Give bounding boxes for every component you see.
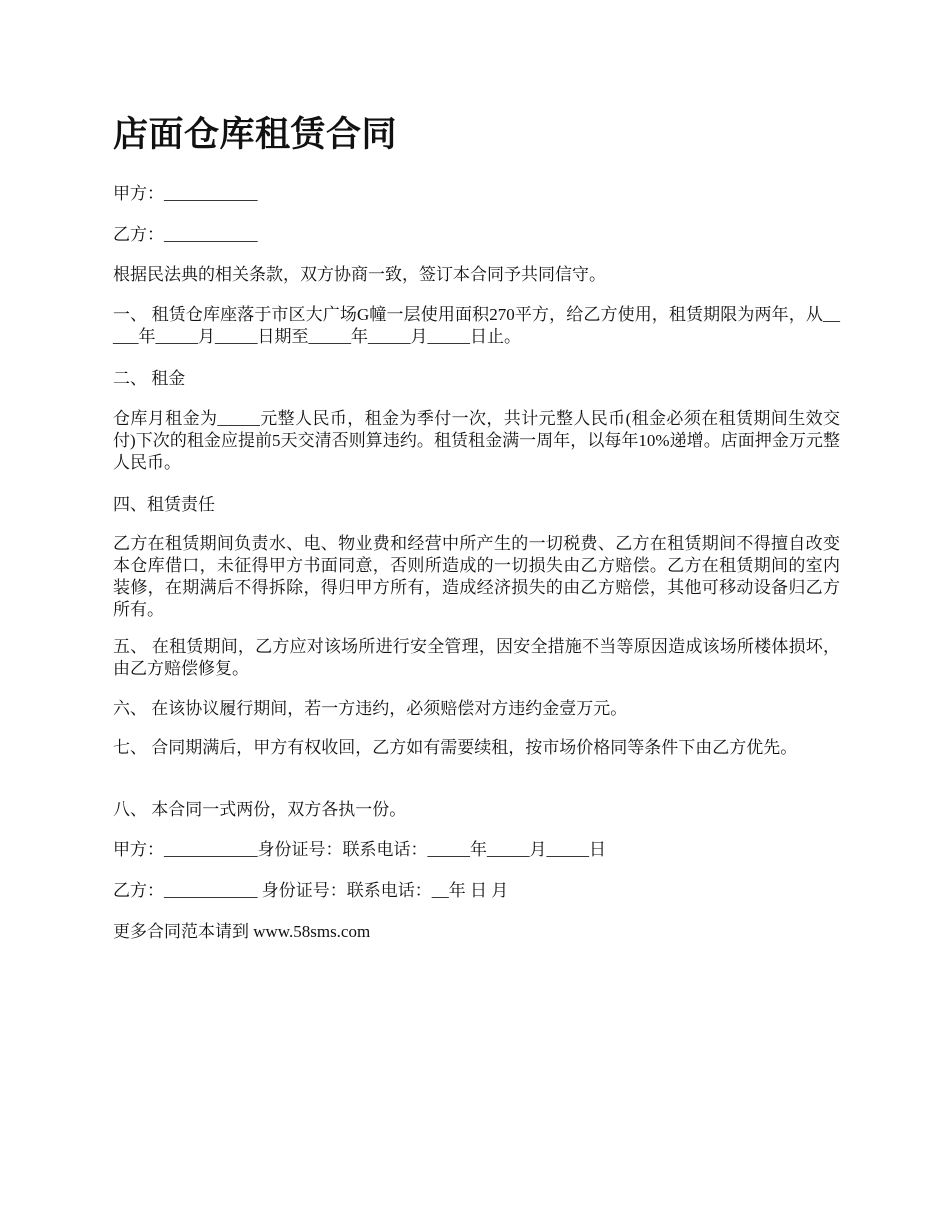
party-a-line: 甲方：___________ bbox=[113, 184, 258, 203]
clause-2-heading: 二、 租金 bbox=[113, 369, 186, 388]
clause-7: 七、 合同期满后，甲方有权收回，乙方如有需要续租，按市场价格同等条件下由乙方优先。 bbox=[113, 738, 798, 757]
footer-note: 更多合同范本请到 www.58sms.com bbox=[113, 922, 371, 941]
clause-1: 一、 租赁仓库座落于市区大广场G幢一层使用面积270平方，给乙方使用，租赁期限为两年，从_____年_____月_____日期至_____年_____月_____日止。 bbox=[113, 305, 840, 346]
clause-2-body: 仓库月租金为_____元整人民币，租金为季付一次，共计元整人民币(租金必须在租赁期间生效交付)下次的租金应提前5天交清否则算违约。租赁租金满一周年，以每年10%递增。店面押金万元整人民币。 bbox=[113, 409, 840, 472]
intro-paragraph: 根据民法典的相关条款，双方协商一致，签订本合同予共同信守。 bbox=[113, 265, 606, 284]
document-title: 店面仓库租赁合同 bbox=[113, 115, 398, 155]
signature-line-party-a: 甲方：___________身份证号：联系电话：_____年_____月_____日 bbox=[113, 840, 606, 859]
clause-4-heading: 四、租赁责任 bbox=[113, 495, 215, 514]
party-b-line: 乙方：___________ bbox=[113, 225, 258, 244]
clause-8: 八、 本合同一式两份，双方各执一份。 bbox=[113, 800, 407, 819]
signature-line-party-b: 乙方：___________ 身份证号：联系电话：__年 日 月 bbox=[113, 881, 509, 900]
clause-4-body: 乙方在租赁期间负责水、电、物业费和经营中所产生的一切税费、乙方在租赁期间不得擅自改变本仓库借口，未征得甲方书面同意，否则所造成的一切损失由乙方赔偿。乙方在租赁期间的室内装修，在期满后不得拆除，得归甲方所有，造成经济损失的由乙方赔偿，其他可移动设备归乙方所有。 bbox=[113, 534, 840, 619]
clause-6: 六、 在该协议履行期间，若一方违约，必须赔偿对方违约金壹万元。 bbox=[113, 699, 628, 718]
clause-5: 五、 在租赁期间，乙方应对该场所进行安全管理，因安全措施不当等原因造成该场所楼体损坏，由乙方赔偿修复。 bbox=[113, 637, 840, 678]
